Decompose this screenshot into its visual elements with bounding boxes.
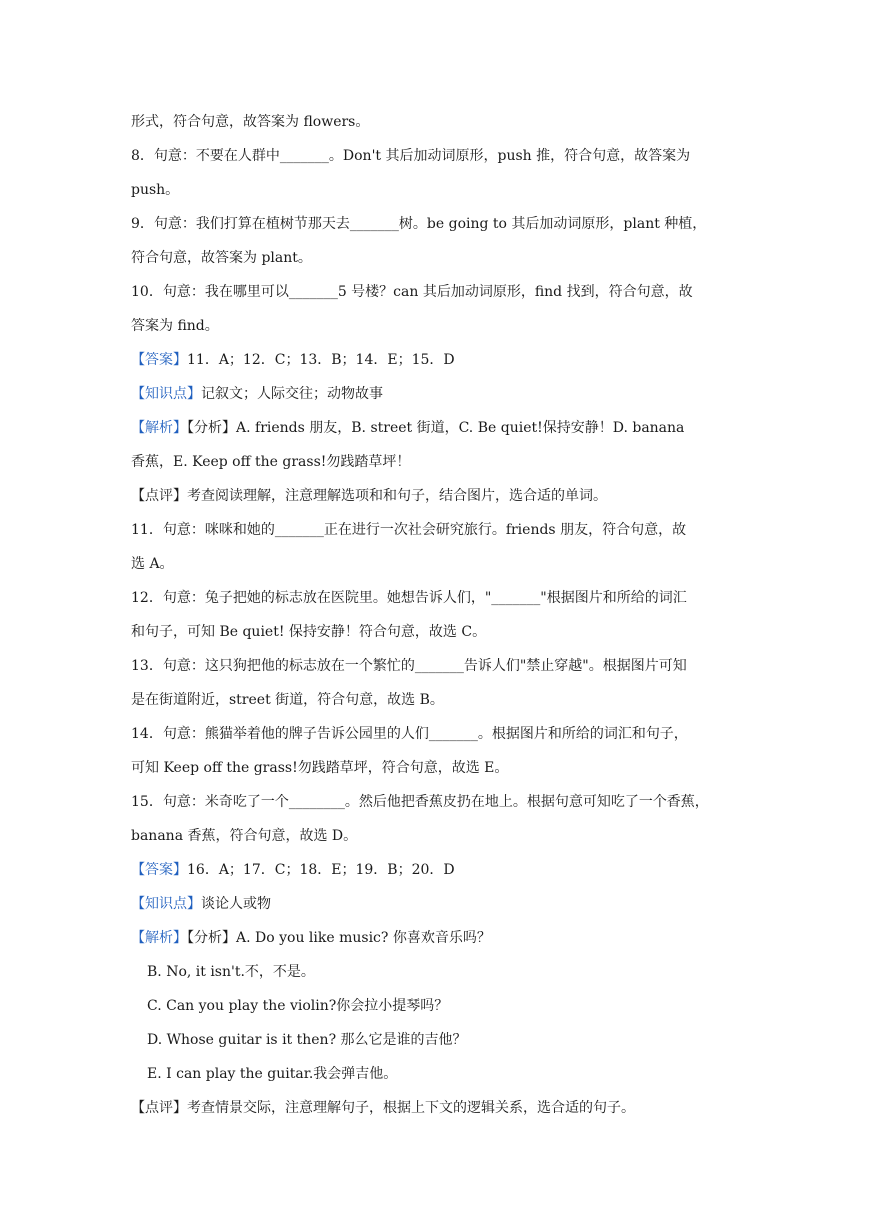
knowledge-text: 记叙文；人际交往；动物故事 [201,386,383,402]
comment-line: 【点评】考查情景交际，注意理解句子，根据上下文的逻辑关系，选合适的句子。 [131,1100,635,1116]
text-line: 9．句意：我们打算在植树节那天去_______树。be going to 其后加动词原形，plant 种植， [131,216,707,232]
text-line: 是在街道附近，street 街道，符合句意，故选 B。 [131,692,444,708]
analysis-line [131,928,737,948]
knowledge-line [131,894,737,914]
knowledge-line [131,384,737,404]
answer-text: 11．A；12．C；13．B；14．E；15．D [187,352,455,368]
answer-tag: 【答案】 [131,352,187,368]
answer-line [131,350,737,370]
text-line: 符合句意，故答案为 plant。 [131,250,312,266]
text-line: 8．句意：不要在人群中_______。Don't 其后加动词原形，push 推，符合句意，故答案为 [131,148,691,164]
knowledge-tag: 【知识点】 [131,896,201,912]
knowledge-text: 谈论人或物 [201,896,271,912]
knowledge-tag: 【知识点】 [131,386,201,402]
text-line: banana 香蕉，符合句意，故选 D。 [131,828,358,844]
text-line: 14．句意：熊猫举着他的牌子告诉公园里的人们_______。根据图片和所给的词汇和句子， [131,726,688,742]
text-line: push。 [131,182,180,198]
analysis-text: 【分析】A. friends 朋友，B. street 街道，C. Be quiet!保持安静！D. banana [187,420,685,436]
text-line: 15．句意：米奇吃了一个________。然后他把香蕉皮扔在地上。根据句意可知吃了一个香蕉， [131,794,709,810]
answer-text: 16．A；17．C；18．E；19．B；20．D [187,862,455,878]
text-line: 形式，符合句意，故答案为 flowers。 [131,114,370,130]
text-line: 可知 Keep off the grass!勿践踏草坪，符合句意，故选 E。 [131,760,509,776]
option-line: D. Whose guitar is it then? 那么它是谁的吉他？ [147,1032,467,1048]
comment-line: 【点评】考查阅读理解，注意理解选项和和句子，结合图片，选合适的单词。 [131,488,607,504]
analysis-tag: 【解析】 [131,420,187,436]
option-line: C. Can you play the violin?你会拉小提琴吗？ [147,998,449,1014]
analysis-text: 【分析】A. Do you like music? 你喜欢音乐吗？ [187,930,491,946]
text-line: 10．句意：我在哪里可以_______5 号楼？can 其后加动词原形，find 找到，符合句意，故 [131,284,693,300]
option-line: B. No, it isn't.不，不是。 [147,964,315,980]
analysis-tag: 【解析】 [131,930,187,946]
text-line: 和句子，可知 Be quiet! 保持安静！符合句意，故选 C。 [131,624,487,640]
text-line: 11．句意：咪咪和她的_______正在进行一次社会研究旅行。friends 朋友，符合句意，故 [131,522,687,538]
text-line: 12．句意：兔子把她的标志放在医院里。她想告诉人们，"_______"根据图片和所给的词汇 [131,590,687,606]
text-line: 13．句意：这只狗把他的标志放在一个繁忙的_______告诉人们"禁止穿越"。根据图片可知 [131,658,687,674]
answer-line [131,860,737,880]
analysis-line [131,418,737,438]
text-line: 选 A。 [131,556,174,572]
text-line: 答案为 find。 [131,318,219,334]
option-line: E. I can play the guitar.我会弹吉他。 [147,1066,398,1082]
answer-tag: 【答案】 [131,862,187,878]
text-line: 香蕉，E. Keep off the grass!勿践踏草坪！ [131,454,411,470]
